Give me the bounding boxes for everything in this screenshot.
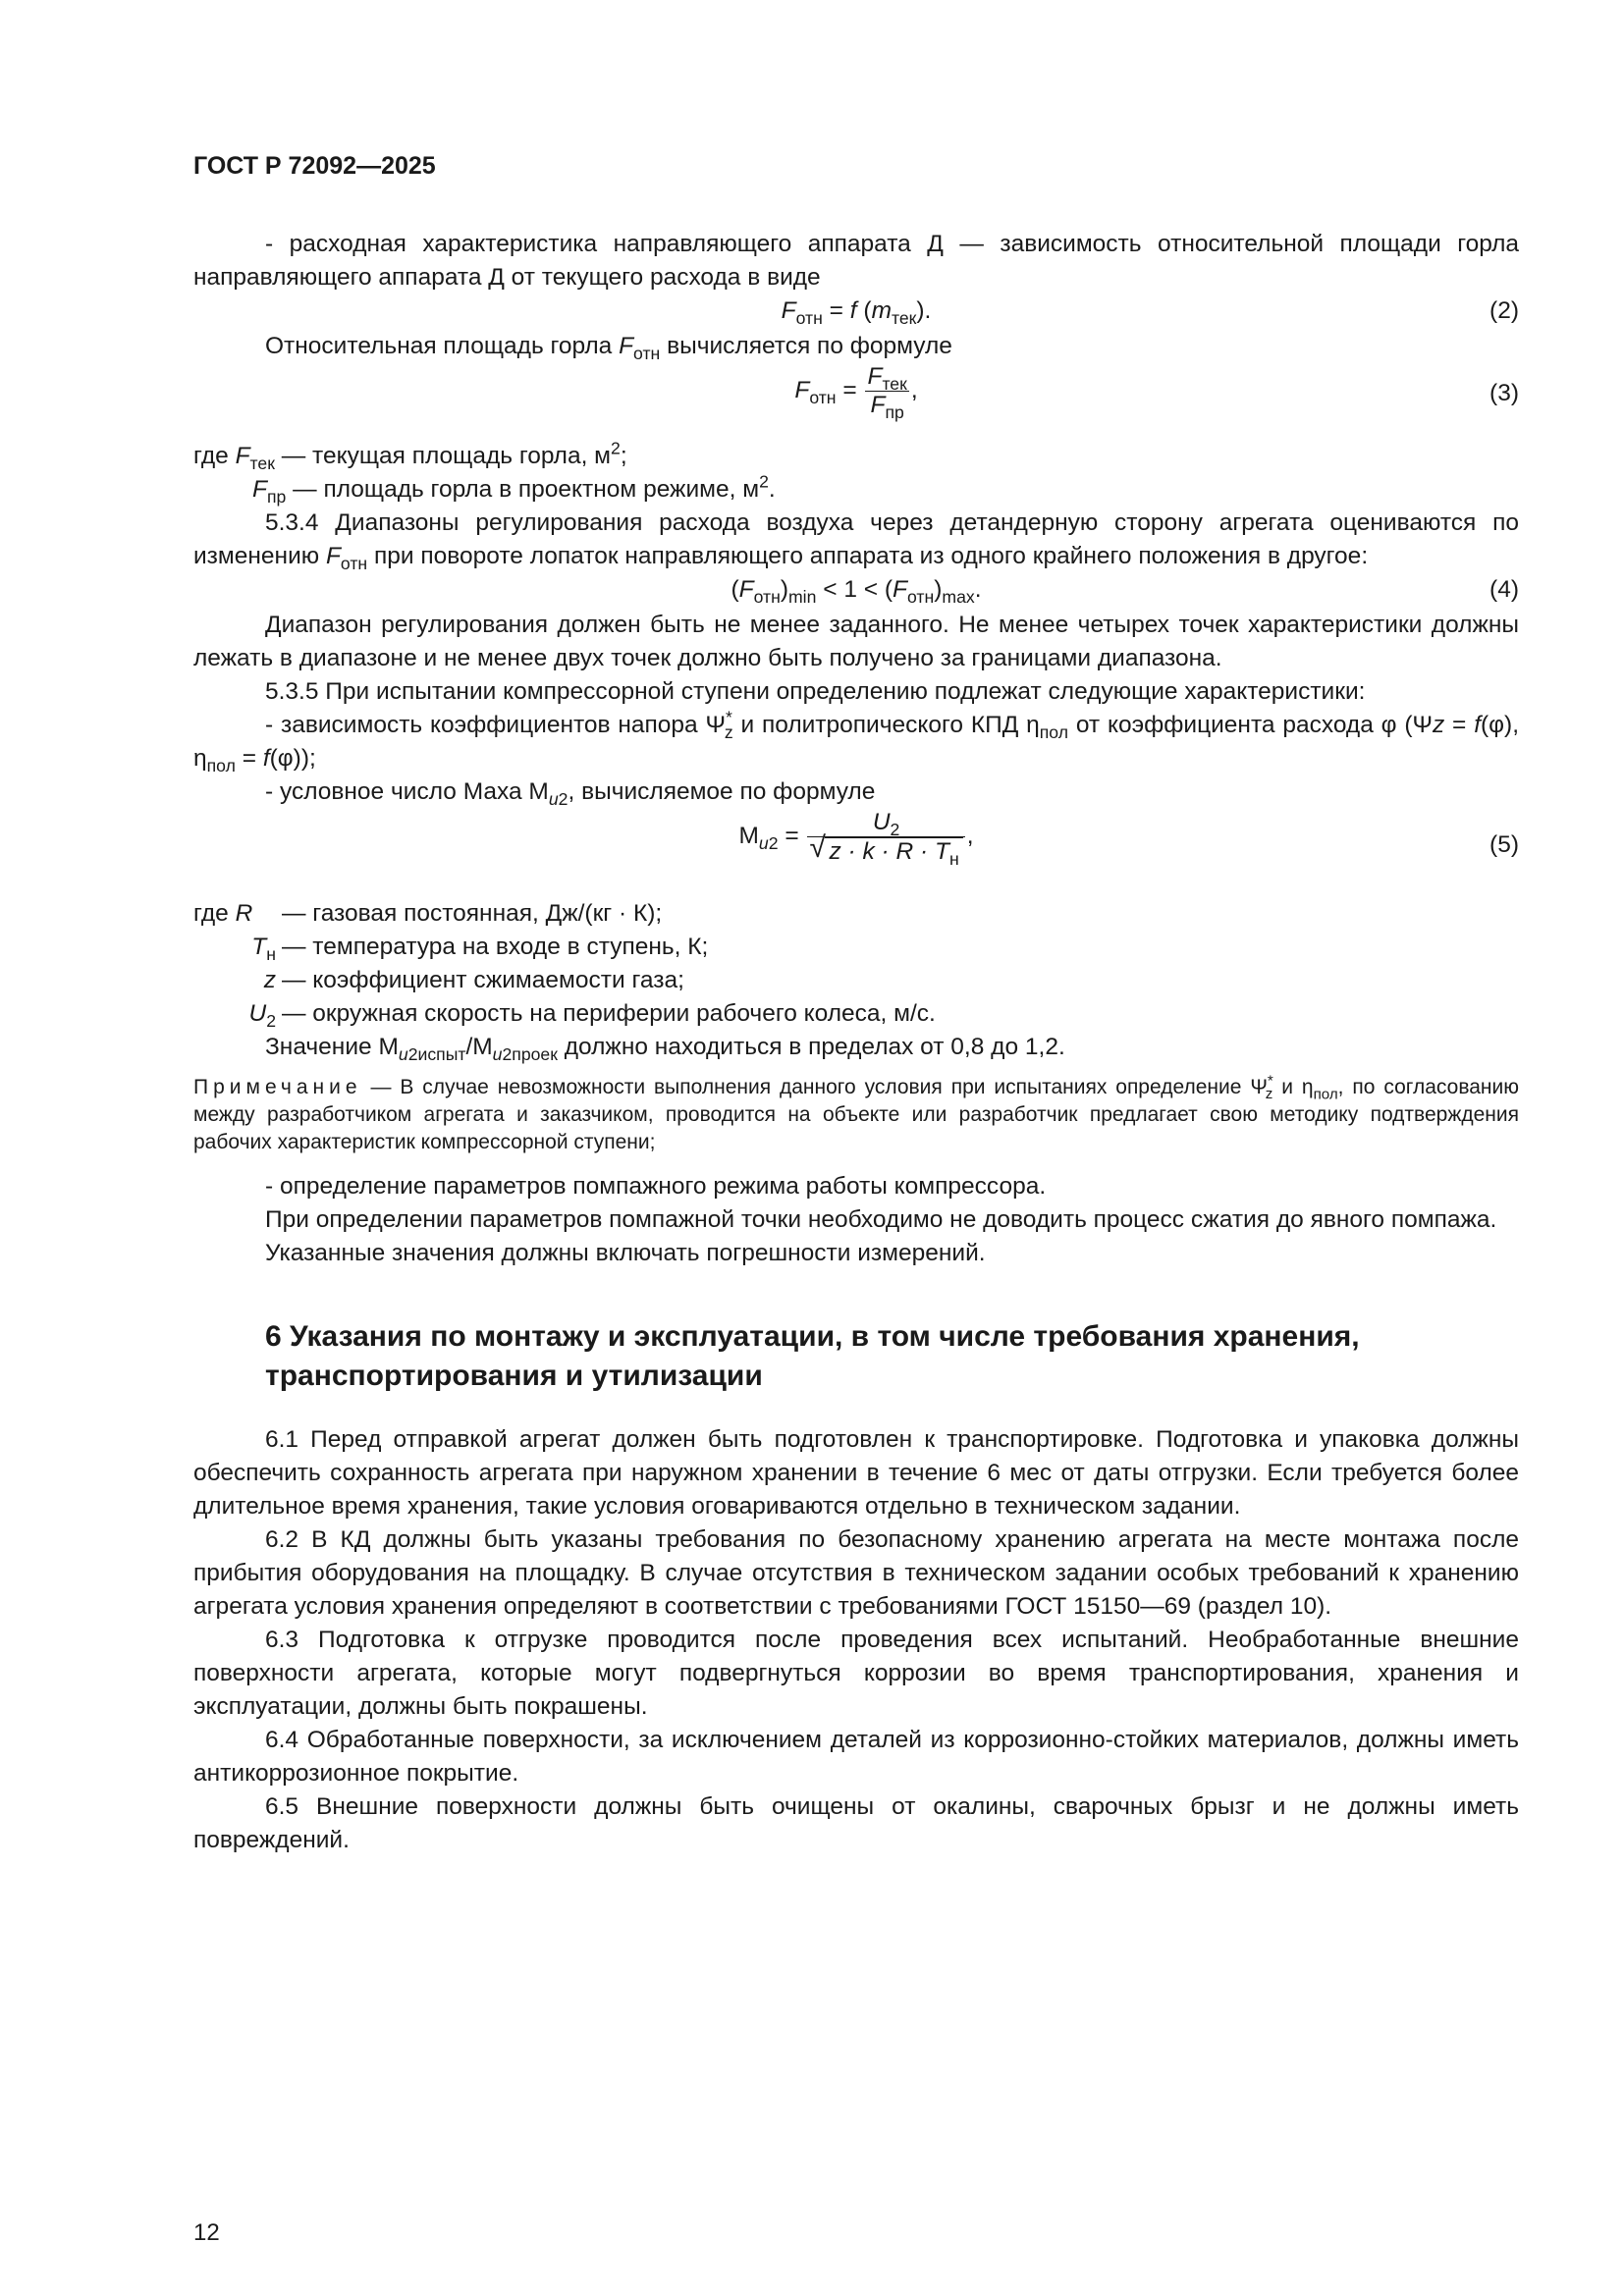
where-R-text: — газовая постоянная, Дж/(кг · К);	[282, 900, 663, 927]
standard-header: ГОСТ Р 72092—2025	[193, 152, 436, 180]
note-title: Примечание	[193, 1076, 362, 1098]
formula-3	[193, 363, 1519, 426]
page-content	[193, 228, 1519, 1857]
note-block: Примечание — В случае невозможности выполнения данного условия при испытаниях определение $\Psi^*_z$ и $\eta_{пол}$, по согласованию между разработчиком агрегата и заказчиком, проводится на объекте или разработчик предлагает свою методику подтверждения рабочих характеристик компрессорной ступени;	[193, 1072, 1519, 1153]
paragraph-5-3-4: 5.3.4 Диапазоны регулирования расхода воздуха через детандерную сторону агрегата оцениваются по изменению $F_{отн}$ при повороте лопаток направляющего аппарата из одного крайнего положения в другое:	[193, 509, 1519, 574]
where-T-symbol: $T_н$	[251, 934, 276, 965]
formula-5-expression: $М_{u2}$ = $U_2$ √ $z \cdot k \cdot R \cdot T_н$ ,	[738, 809, 974, 870]
where-U-symbol: $U_2$	[248, 1000, 276, 1032]
formula-4-expression: $(F_{отн})_{min} < 1 < (F_{отн})_{max}$.	[731, 576, 982, 608]
where-T-text: — температура на входе в ступень, К;	[282, 934, 709, 960]
paragraph-head-coefficients: - зависимость коэффициентов напора $\Psi^*_z$ и политропического КПД $\eta_{пол}$ от коэффициента расхода φ (Ψz = f(φ), $\eta_{пол} = f(\varphi)$);	[193, 707, 1520, 776]
where-pr: $F_{пр}$ — площадь горла в проектном режиме, $м^2$.	[252, 471, 776, 507]
paragraph-relative-area: Относительная площадь горла $F_{отн}$ вычисляется по формуле	[265, 333, 952, 364]
paragraph-6-4: 6.4 Обработанные поверхности, за исключением деталей из коррозионно-стойких материалов, должны иметь антикоррозионное покрытие.	[193, 1727, 1519, 1787]
paragraph-6-1: 6.1 Перед отправкой агрегат должен быть подготовлен к транспортировке. Подготовка и упаковка должны обеспечить сохранность агрегата при наружном хранении в течение 6 мес от даты отгрузки. Если требуется более длительное время хранения, такие условия оговариваются отдельно в техническом задании.	[193, 1426, 1519, 1520]
paragraph-regulation-range: Диапазон регулирования должен быть не менее заданного. Не менее четырех точек характеристики должны лежать в диапазоне и не менее двух точек должно быть получено за границами диапазона.	[193, 612, 1519, 671]
paragraph-mach-number: - условное число Маха $М_{u2}$, вычисляемое по формуле	[265, 778, 876, 810]
where-z-symbol: z	[263, 967, 276, 993]
paragraph-flow-characteristic: - расходная характеристика направляющего аппарата Д — зависимость относительной площади горла направляющего аппарата Д от текущего расхода в виде	[193, 231, 1519, 291]
formula-3-number: (3)	[1489, 380, 1519, 406]
formula-5-number: (5)	[1489, 831, 1519, 858]
formula-4	[193, 573, 1519, 609]
page-number: 12	[193, 2219, 220, 2246]
paragraph-6-2: 6.2 В КД должны быть указаны требования по безопасному хранению агрегата на месте монтажа после прибытия оборудования на площадку. В случае отсутствия в техническом задании особых требований к хранению агрегата условия хранения определяют в соответствии с требованиями ГОСТ 15150—69 (раздел 10).	[193, 1526, 1519, 1620]
paragraph-5-3-5: 5.3.5 При испытании компрессорной ступени определению подлежат следующие характеристики:	[265, 678, 1366, 705]
paragraph-measurement-errors: Указанные значения должны включать погрешности измерений.	[265, 1240, 986, 1266]
section-6-title: 6 Указания по монтажу и эксплуатации, в том числе требования хранения, транспортирования и утилизации	[265, 1320, 1360, 1392]
paragraph-mach-range: Значение $М_{u2испыт}/М_{u2проек}$ должно находиться в пределах от 0,8 до 1,2.	[265, 1034, 1065, 1065]
where-list-mach	[193, 897, 1519, 1031]
formula-3-expression: $F_{отн}$ = $\frac{F_{тек}}{F_{пр}}$ ,	[794, 363, 918, 423]
paragraph-surge-params: - определение параметров помпажного режима работы компрессора.	[265, 1173, 1047, 1200]
where-R-symbol: где R	[193, 900, 253, 927]
formula-2-expression: $F_{отн} = f$ $(m_{тек})$.	[781, 297, 932, 329]
formula-4-number: (4)	[1489, 576, 1519, 603]
formula-5	[193, 809, 1519, 883]
where-U-text: — окружная скорость на периферии рабочего колеса, м/с.	[282, 1000, 936, 1027]
paragraph-surge-point: При определении параметров помпажной точки необходимо не доводить процесс сжатия до явного помпажа.	[265, 1206, 1497, 1233]
where-tek: где $F_{тек}$ — текущая площадь горла, $м^2$;	[193, 438, 627, 474]
paragraph-6-5: 6.5 Внешние поверхности должны быть очищены от окалины, сварочных брызг и не должны иметь повреждений.	[193, 1793, 1519, 1853]
paragraph-6-3: 6.3 Подготовка к отгрузке проводится после проведения всех испытаний. Необработанные внешние поверхности агрегата, которые могут подвергнуться коррозии во время транспортирования, хранения и эксплуатации, должны быть покрашены.	[193, 1627, 1519, 1720]
where-z-text: — коэффициент сжимаемости газа;	[282, 967, 684, 993]
formula-2	[193, 294, 1519, 330]
formula-2-number: (2)	[1489, 297, 1519, 324]
